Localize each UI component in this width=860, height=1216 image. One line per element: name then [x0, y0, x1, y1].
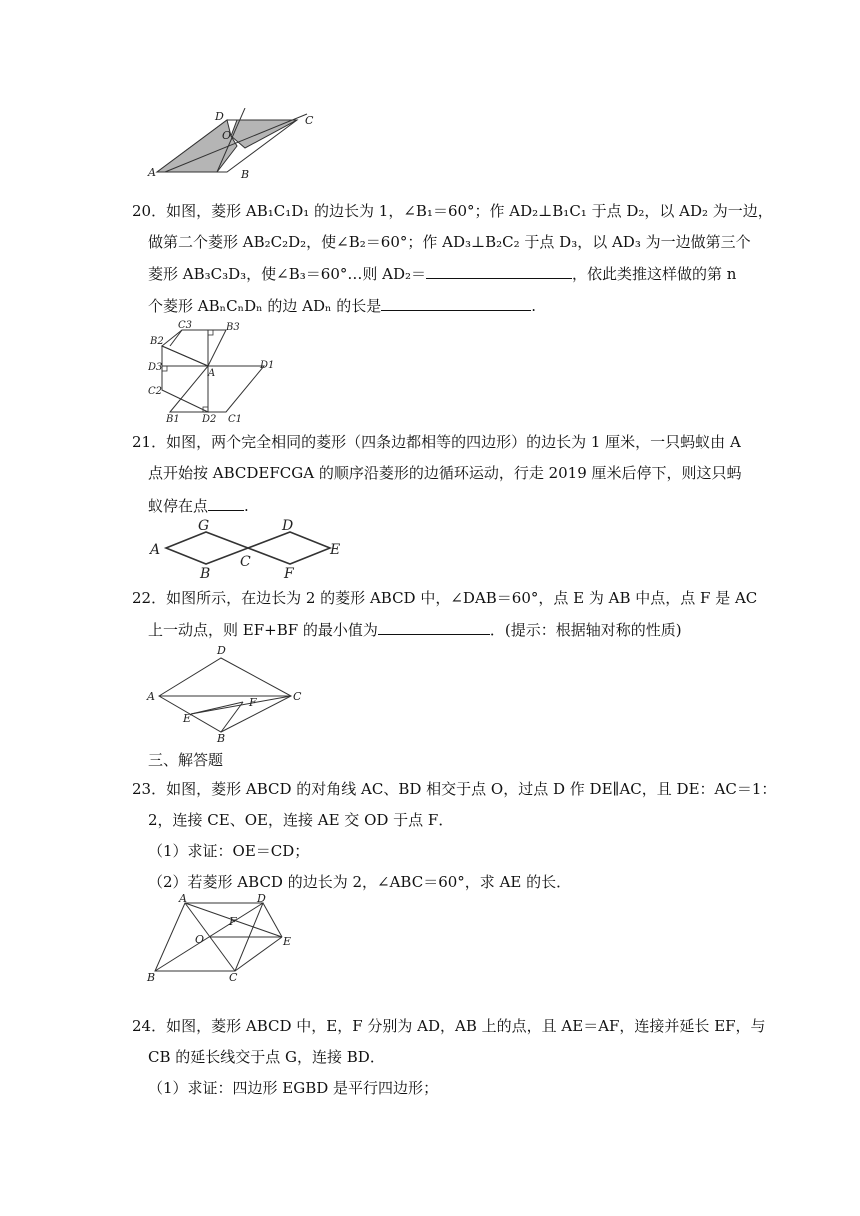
- label-c: C: [240, 554, 251, 570]
- label-g: G: [198, 518, 210, 534]
- label-f: F: [284, 566, 294, 580]
- label-a: A: [179, 893, 187, 905]
- figure-q20-rhombuses: [148, 318, 278, 428]
- q20-line-3: [148, 262, 736, 285]
- q20-line-4: [148, 294, 536, 317]
- q20-text-1: 如图，菱形 AB₁C₁D₁ 的边长为 1，∠B₁＝60°；作 AD₂⊥B₁C₁ 于点 D₂，以 AD₂ 为一边，: [166, 202, 773, 220]
- q24-line-1: [132, 1015, 766, 1037]
- q20-text-4a: 个菱形 ABₙCₙDₙ 的边 ADₙ 的长是: [148, 297, 382, 315]
- q21-line-1: [132, 431, 741, 453]
- label-c: C: [293, 690, 302, 703]
- label-d: D: [257, 893, 266, 905]
- label-d: D: [215, 110, 224, 123]
- q22-answer-blank[interactable]: [378, 618, 490, 635]
- q24-number: 24．: [132, 1017, 167, 1035]
- label-a: A: [148, 166, 156, 179]
- q24-text-1: 如图，菱形 ABCD 中，E，F 分别为 AD，AB 上的点，且 AE＝AF，连接并延长 EF，与: [166, 1017, 766, 1035]
- q21-line-2: 点开始按 ABCDEFCGA 的顺序沿菱形的边循环运动，行走 2019 厘米后停下，则这只蚂: [148, 464, 742, 482]
- label-e: E: [330, 542, 341, 558]
- q20-number: 20．: [132, 202, 167, 220]
- q23-number: 23．: [132, 780, 167, 798]
- q22-line-2: [148, 618, 682, 641]
- label-b: B: [217, 732, 226, 745]
- label-b: B: [241, 168, 250, 180]
- label-f: F: [249, 696, 257, 709]
- label-e: E: [283, 935, 292, 948]
- label-o: O: [195, 933, 205, 946]
- label-d: D: [282, 518, 294, 534]
- q21-number: 21．: [132, 433, 167, 451]
- label-d3: D3: [148, 362, 163, 373]
- q20-line-2: 做第二个菱形 AB₂C₂D₂，使∠B₂＝60°；作 AD₃⊥B₂C₂ 于点 D₃，以 AD₃ 为一边做第三个: [148, 233, 751, 251]
- q20-line-1: [132, 200, 773, 222]
- label-b: B: [200, 566, 211, 580]
- q21-text-3b: .: [244, 497, 249, 515]
- q20-text-3b: ，依此类推这样做的第 n: [572, 265, 737, 283]
- label-c3: C3: [178, 320, 193, 331]
- q22-number: 22．: [132, 589, 167, 607]
- q20-answer-blank-1[interactable]: [426, 262, 572, 279]
- label-d: D: [217, 644, 226, 657]
- q21-text-3a: 蚁停在点: [148, 497, 209, 515]
- label-e: E: [183, 712, 192, 725]
- q23-text-1: 如图，菱形 ABCD 的对角线 AC、BD 相交于点 O，过点 D 作 DE∥AC，且 DE：AC＝1：: [166, 780, 777, 798]
- q23-line-1: [132, 778, 776, 800]
- label-b3: B3: [226, 322, 240, 333]
- q21-text-1: 如图，两个完全相同的菱形（四条边都相等的四边形）的边长为 1 厘米，一只蚂蚁由 A: [166, 433, 741, 451]
- q23-part-2: （2）若菱形 ABCD 的边长为 2，∠ABC＝60°，求 AE 的长．: [148, 873, 572, 891]
- label-b2: B2: [150, 336, 164, 347]
- label-d1: D1: [260, 360, 275, 371]
- label-o: O: [222, 129, 232, 142]
- label-d2: D2: [202, 414, 217, 425]
- section-heading: 三、解答题: [148, 751, 224, 769]
- q20-text-4b: .: [531, 297, 537, 315]
- q23-part-1: （1）求证：OE＝CD；: [148, 842, 310, 860]
- figure-q21-two-rhombuses: [148, 518, 348, 580]
- label-c2: C2: [148, 386, 163, 397]
- label-c: C: [305, 114, 314, 127]
- label-c1: C1: [228, 414, 243, 425]
- figure-q22-rhombus: [145, 640, 310, 745]
- label-f: F: [229, 915, 237, 928]
- q21-answer-blank[interactable]: [208, 494, 244, 511]
- figure-q23-rhombus: [145, 893, 300, 983]
- q22-line-1: [132, 587, 757, 609]
- q22-text-1: 如图所示，在边长为 2 的菱形 ABCD 中，∠DAB＝60°，点 E 为 AB 中点，点 F 是 AC: [166, 589, 758, 607]
- q23-line-2: 2，连接 CE、OE，连接 AE 交 OD 于点 F．: [148, 811, 454, 829]
- q24-part-1: （1）求证：四边形 EGBD 是平行四边形；: [148, 1079, 439, 1097]
- q22-text-2b: ．(提示：根据轴对称的性质): [489, 621, 682, 639]
- q22-text-2a: 上一动点，则 EF+BF 的最小值为: [148, 621, 378, 639]
- q24-line-2: CB 的延长线交于点 G，连接 BD．: [148, 1048, 385, 1066]
- label-a: A: [147, 690, 155, 703]
- q21-line-3: [148, 494, 249, 517]
- label-a: A: [208, 368, 216, 379]
- label-b: B: [147, 971, 156, 983]
- q20-text-3a: 菱形 AB₃C₃D₃，使∠B₃＝60°…则 AD₂＝: [148, 265, 426, 283]
- q20-answer-blank-2[interactable]: [381, 294, 531, 311]
- figure-q19-rhombus: [145, 108, 325, 180]
- label-a: A: [150, 542, 161, 558]
- label-b1: B1: [166, 414, 180, 425]
- label-c: C: [229, 971, 238, 983]
